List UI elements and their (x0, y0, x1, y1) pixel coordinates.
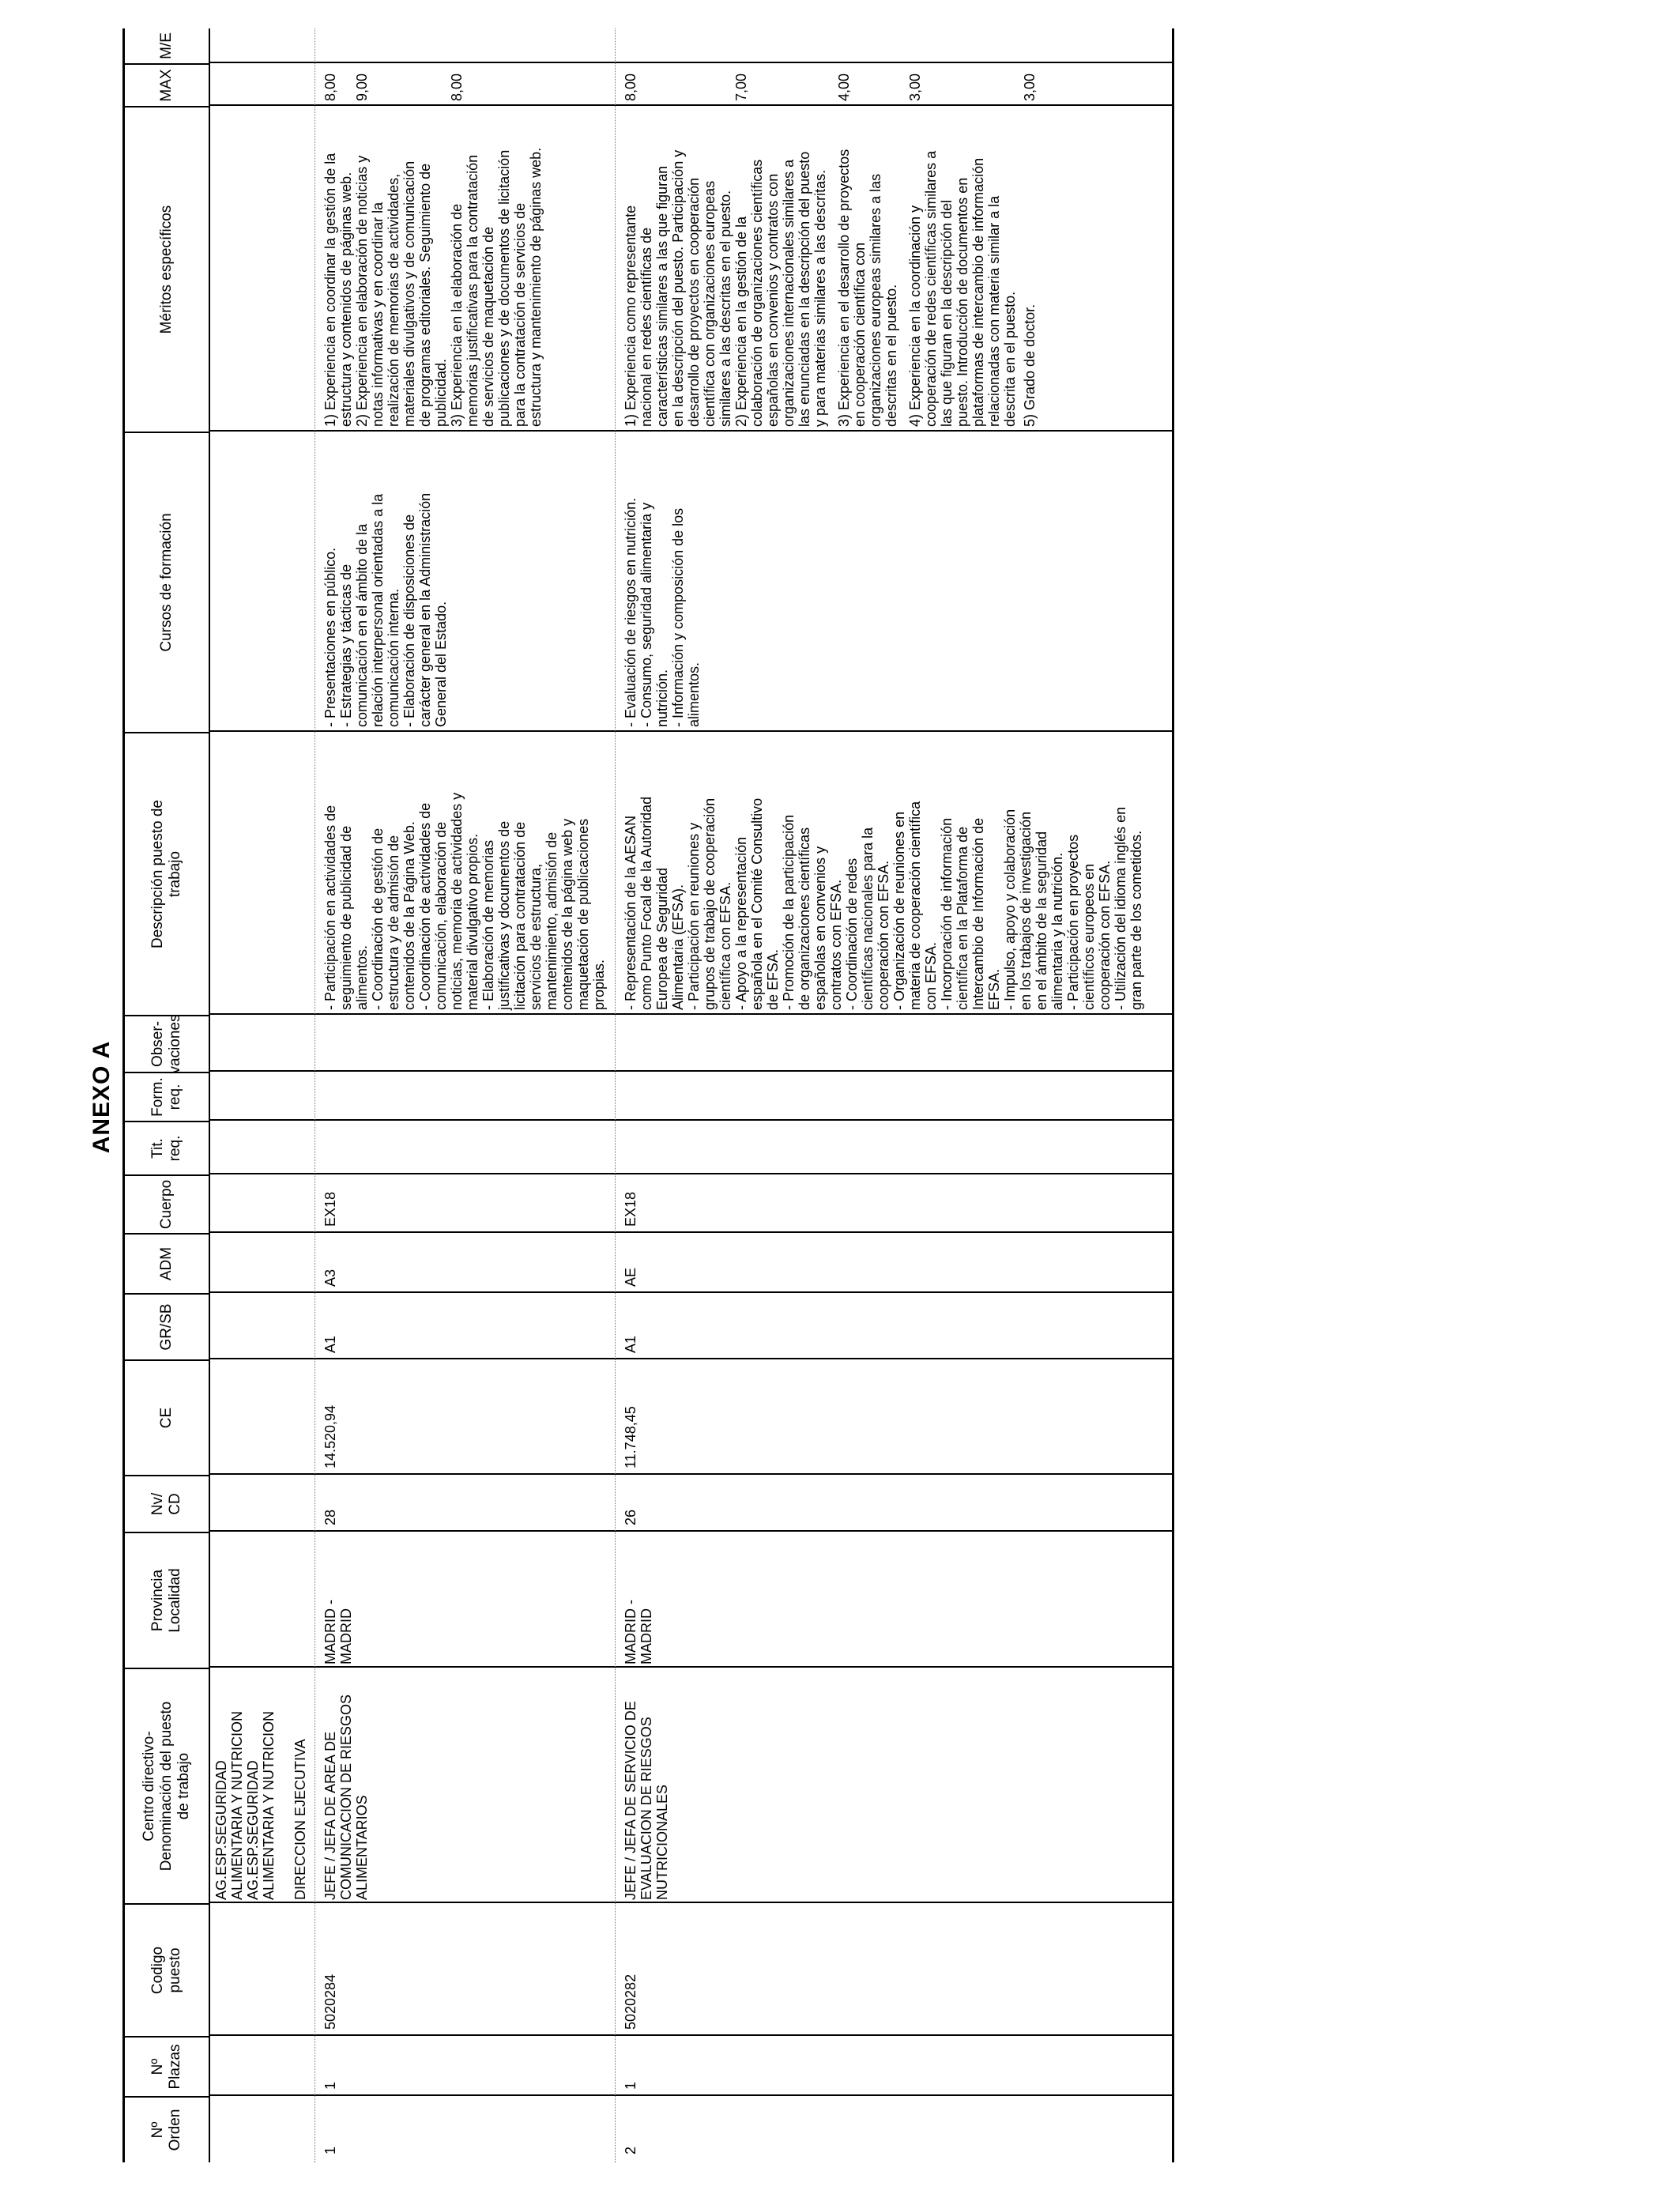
row-denominacion: JEFE / JEFA DE AREA DE COMUNICACION DE RIESGOS ALIMENTARIOS (322, 1694, 370, 1900)
row-adm: AE (623, 1267, 638, 1287)
column-separator (210, 1358, 1172, 1359)
column-separator (210, 430, 1172, 432)
row-ce: 11.748,45 (623, 1406, 638, 1468)
merito-text: 1) Experiencia en coordinar la gestión de la estructura y contenidos de páginas web. (322, 153, 354, 427)
column-separator (210, 1013, 1172, 1015)
merito-max: 7,00 (733, 73, 749, 101)
header-formacion: Form. req. (125, 1072, 210, 1121)
row-provincia: MADRID - MADRID (322, 1600, 354, 1664)
header-observaciones: Obser- vaciones (125, 1015, 210, 1072)
column-separator (210, 1473, 1172, 1475)
column-separator (210, 1291, 1172, 1293)
merito-text: 2) Experiencia en la gestión de la colaboración de organizaciones científicas españolas en convenios y contratos con organizaciones internacionales similares a las enunciadas en la descripción del puesto y para materias similares a las descritas. (733, 151, 828, 427)
row-cursos: - Evaluación de riesgos en nutrición. - Consumo, seguridad alimentaria y nutrición. - Información y composición de los alimentos. (623, 497, 702, 727)
row-orden: 1 (322, 2146, 338, 2154)
column-separator (210, 2034, 1172, 2036)
header-centro: Centro directivo- Denominación del puesto de trabajo (125, 1668, 210, 1903)
merito-max: 9,00 (354, 73, 370, 101)
column-separator (210, 1902, 1172, 1903)
positions-table (122, 28, 1174, 2162)
column-separator (210, 62, 1172, 63)
column-separator (210, 1231, 1172, 1233)
column-separator (210, 730, 1172, 732)
column-separator (210, 1530, 1172, 1532)
header-orden: Nº Orden (125, 2096, 210, 2162)
row-nivel: 28 (322, 1509, 338, 1525)
column-separator (210, 1173, 1172, 1174)
column-separator (210, 1070, 1172, 1072)
merito-max: 3,00 (1022, 73, 1038, 101)
row-codigo: 5020282 (623, 1973, 638, 2030)
row-plazas: 1 (623, 2081, 638, 2090)
header-me: M/E (125, 28, 210, 63)
row-codigo: 5020284 (322, 1973, 338, 2030)
header-provincia: Provincia Localidad (125, 1532, 210, 1668)
header-codigo: Codigo puesto (125, 1903, 210, 2036)
header-cursos: Cursos de formación (125, 432, 210, 732)
row-descripcion: - Representación de la AESAN como Punto Focal de la Autoridad Europea de Seguridad Alimentaria (EFSA). - Participación en reuniones y grupos de trabajo de cooperación científica con EFSA. - Apoyo a la representación española en el Comité Consultivo de EFSA. - Promoción de la participación de organizaciones científicas españolas en convenios y contratos con EFSA. - Coordinación de redes científicas nacionales para la cooperación con EFSA. - Organización de reuniones en materia de cooperación científica con EFSA. - Incorporación de información científica en la Plataforma de Intercambio de Información de EFSA. - Impulso, apoyo y colaboración en los trabajos de investigación en el ámbito de la seguridad alimentaria y la nutrición. - Participación en proyectos científicos europeos en cooperación con EFSA. - Utilización del idioma inglés en gran parte de los cometidos. (623, 796, 1144, 1010)
header-meritos: Méritos específicos (125, 106, 210, 432)
merito-text: 4) Experiencia en la coordinación y cooperación de redes científicas similares a las que figuran en la descripción del puesto. Introducción de documentos en plataformas de intercambio de información relacionadas con materia similar a la descrita en el puesto. (907, 150, 1018, 427)
merito-text: 3) Experiencia en el desarrollo de proyectos en cooperación científica con organizaciones europeas similares a las descritas en el puesto. (836, 149, 899, 427)
row-cuerpo: EX18 (623, 1191, 638, 1227)
row-separator (615, 28, 616, 2162)
header-ce: CE (125, 1359, 210, 1475)
row-denominacion: JEFE / JEFA DE SERVICIO DE EVALUACION DE RIESGOS NUTRICIONALES (623, 1701, 670, 1900)
merito-max: 4,00 (836, 73, 852, 101)
header-adm: ADM (125, 1233, 210, 1293)
row-grupo: A1 (322, 1335, 338, 1353)
header-cuerpo: Cuerpo (125, 1174, 210, 1233)
row-descripcion: - Participación en actividades de seguimiento de publicidad de alimentos. - Coordinación de gestión de estructura y de admisión de contenidos de la Página Web. - Coordinación de actividades de comunicación, elaboración de noticias, memoria de actividades y material divulgativo propios. - Elaboración de memorias justificativas y documentos de licitación para contratación de servicios de estructura, mantenimiento, admisión de contenidos de la página web y maquetación de publicaciones propias. (322, 792, 607, 1010)
merito-text: 1) Experiencia como representante nacional en redes científicas de características similares a las que figuran en la descripción del puesto. Participación y desarrollo de proyectos en cooperación científica con organizaciones europeas similares a las descritas en el puesto. (623, 149, 733, 427)
column-separator (210, 2094, 1172, 2096)
merito-max: 3,00 (907, 73, 923, 101)
row-plazas: 1 (322, 2081, 338, 2090)
merito-text: 5) Grado de doctor. (1022, 303, 1038, 427)
row-grupo: A1 (623, 1335, 638, 1353)
row-ce: 14.520,94 (322, 1404, 338, 1468)
header-plazas: Nº Plazas (125, 2036, 210, 2096)
merito-max: 8,00 (623, 73, 638, 101)
header-max: MAX (125, 63, 210, 106)
column-separator (210, 1666, 1172, 1668)
row-orden: 2 (623, 2146, 638, 2154)
merito-text: 3) Experiencia en la elaboración de memorias justificativas para la contratación de servicios de maquetación de publicaciones y de documentos de licitación para la contratación de servicios de estructura y mantenimiento de páginas web. (449, 147, 544, 427)
header-titulacion: Tit. req. (125, 1121, 210, 1174)
row-provincia: MADRID - MADRID (623, 1600, 654, 1664)
header-nivel: Nv/ CD (125, 1475, 210, 1532)
document-title: ANEXO A (89, 1040, 115, 1154)
merito-max: 8,00 (449, 73, 465, 101)
header-descripcion: Descripción puesto de trabajo (125, 732, 210, 1015)
header-grupo: GR/SB (125, 1293, 210, 1359)
row-cursos: - Presentaciones en público. - Estrategias y tácticas de comunicación en el ámbito de la relación interpersonal orientadas a la comunicación interna. - Elaboración de disposiciones de carácter general en la Administración General del Estado. (322, 492, 449, 727)
column-separator (210, 104, 1172, 106)
merito-max: 8,00 (322, 73, 338, 101)
centro-directivo: AG.ESP.SEGURIDAD ALIMENTARIA Y NUTRICION AG.ESP.SEGURIDAD ALIMENTARIA Y NUTRICION DIRECCION EJECUTIVA (213, 1710, 308, 1900)
row-adm: A3 (322, 1269, 338, 1287)
column-separator (210, 1119, 1172, 1121)
row-cuerpo: EX18 (322, 1191, 338, 1227)
merito-text: 2) Experiencia en elaboración de noticias y notas informativas y en coordinar la realización de memorias de actividades, materiales divulgativos y de comunicación de programas editoriales. Seguimiento de publicidad. (354, 155, 449, 427)
row-nivel: 26 (623, 1509, 638, 1525)
